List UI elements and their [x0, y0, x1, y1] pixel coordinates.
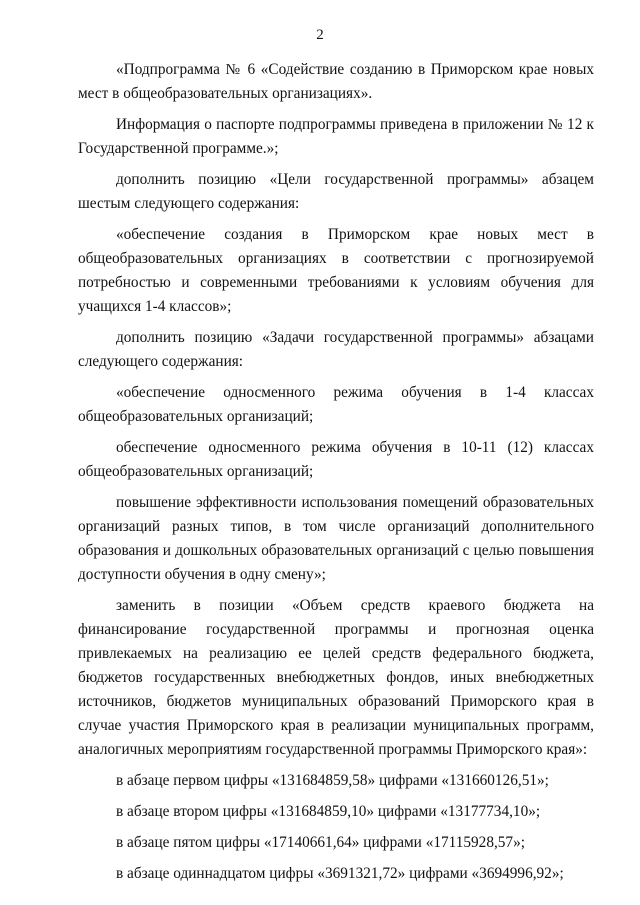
paragraph-amendment-eleventh: в абзаце одиннадцатом цифры «3691321,72» цифрами «3694996,92»;: [116, 865, 564, 882]
paragraph-amendment-fifth: в абзаце пятом цифры «17140661,64» цифрами «17115928,57»;: [116, 834, 525, 851]
paragraph-tasks-amendment: дополнить позицию «Задачи государственной программы» абзацами следующего содержания:: [78, 329, 594, 370]
paragraph-funding-replacement: заменить в позиции «Объем средств краевого бюджета на финансирование государственной программы и прогнозная оценка привлекаемых на реализацию ее целей средств федерального бюджета, бюджетов государственных внебюджетных фондов, иных внебюджетных источников, бюджетов муниципальных образований Приморского края в случае участия Приморского края в реализации муниципальных программ, аналогичных мероприятиям государственной программы Приморского края»:: [78, 597, 594, 758]
paragraph-goals-amendment: дополнить позицию «Цели государственной программы» абзацем шестым следующего содержания:: [78, 171, 594, 212]
page-number: 2: [316, 27, 324, 43]
paragraph-passport-info: Информация о паспорте подпрограммы приведена в приложении № 12 к Государственной программе.»;: [78, 116, 594, 157]
paragraph-task-efficiency: повышение эффективности использования помещений образовательных организаций разных типов, в том числе организаций дополнительного образования и дошкольных образовательных организаций с целью повышения доступности обучения в одну смену»;: [78, 494, 594, 583]
document-body: [78, 58, 594, 893]
paragraph-amendment-second: в абзаце втором цифры «131684859,10» цифрами «13177734,10»;: [116, 803, 541, 820]
paragraph-task-10-11-classes: обеспечение односменного режима обучения в 10-11 (12) классах общеобразовательных организаций;: [78, 439, 594, 480]
paragraph-amendment-first: в абзаце первом цифры «131684859,58» цифрами «131660126,51»;: [116, 772, 549, 789]
paragraph-subprogram-title: «Подпрограмма № 6 «Содействие созданию в Приморском крае новых мест в общеобразовательных организациях».: [78, 61, 594, 102]
paragraph-goals-text: «обеспечение создания в Приморском крае новых мест в общеобразовательных организациях в соответствии с прогнозируемой потребностью и современными требованиями к условиям обучения для учащихся 1-4 классов»;: [78, 226, 594, 315]
paragraph-task-1-4-classes: «обеспечение односменного режима обучения в 1-4 классах общеобразовательных организаций;: [78, 384, 594, 425]
